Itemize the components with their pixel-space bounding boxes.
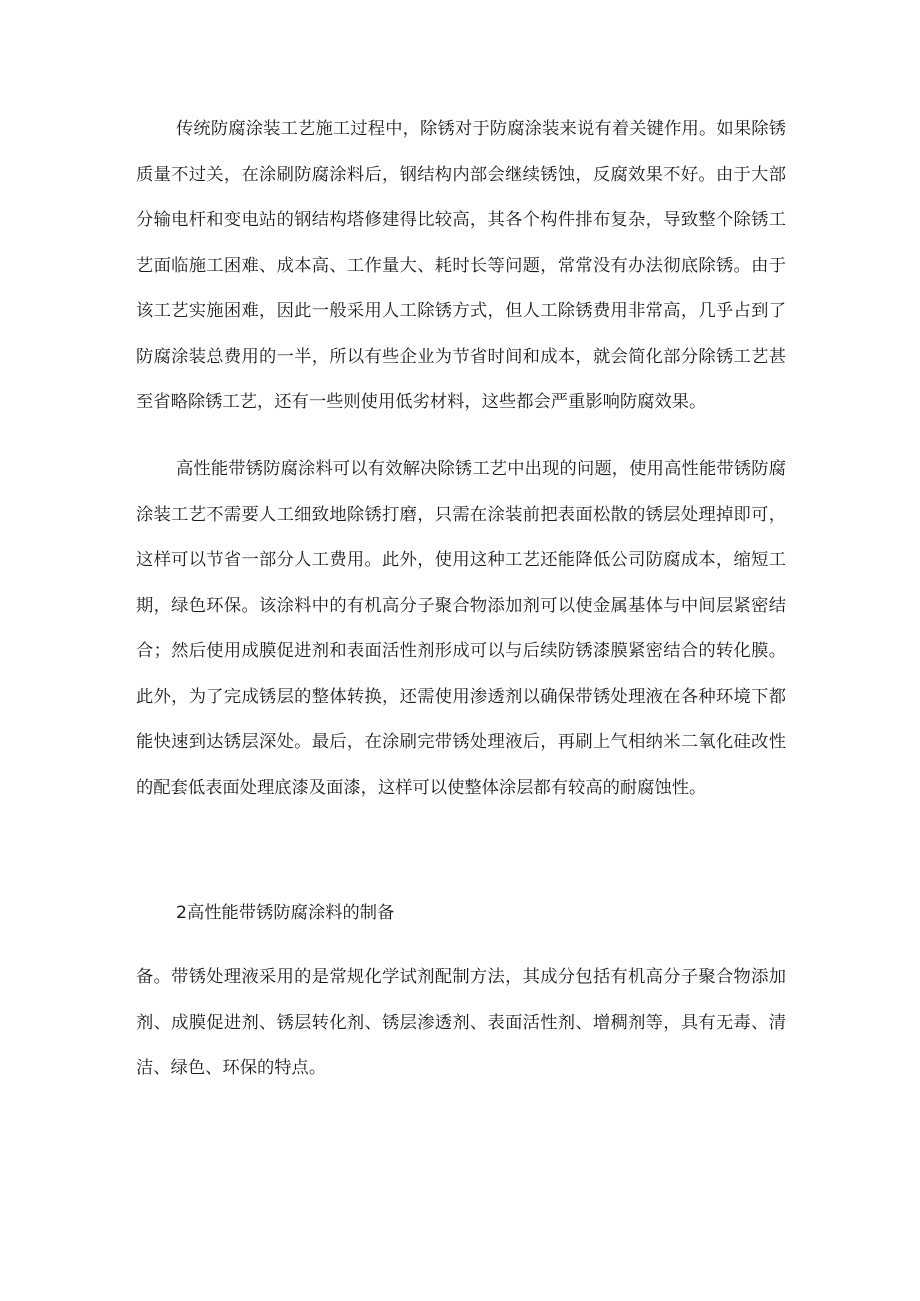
body-paragraph-1: 传统防腐涂装工艺施工过程中，除锈对于防腐涂装来说有着关键作用。如果除锈质量不过关，在涂刷防腐涂料后，钢结构内部会继续锈蚀，反腐效果不好。由于大部分输电杆和变电站的钢结构塔修建得比较高，其各个构件排布复杂，导致整个除锈工艺面临施工困难、成本高、工作量大、耗时长等问题，常常没有办法彻底除锈。由于该工艺实施困难，因此一般采用人工除锈方式，但人工除锈费用非常高，几乎占到了防腐涂装总费用的一半，所以有些企业为节省时间和成本，就会简化部分除锈工艺甚至省略除锈工艺，还有一些则使用低劣材料，这些都会严重影响防腐效果。: [136, 119, 786, 412]
body-paragraph-2: 高性能带锈防腐涂料可以有效解决除锈工艺中出现的问题，使用高性能带锈防腐涂装工艺不需要人工细致地除锈打磨，只需在涂装前把表面松散的锈层处理掉即可，这样可以节省一部分人工费用。此外，使用这种工艺还能降低公司防腐成本，缩短工期，绿色环保。该涂料中的有机高分子聚合物添加剂可以使金属基体与中间层紧密结合；然后使用成膜促进剂和表面活性剂形成可以与后续防锈漆膜紧密结合的转化膜。此外，为了完成锈层的整体转换，还需使用渗透剂以确保带锈处理液在各种环境下都能快速到达锈层深处。最后，在涂刷完带锈处理液后，再刷上气相纳米二氧化硅改性的配套低表面处理底漆及面漆，这样可以使整体涂层都有较高的耐腐蚀性。: [136, 459, 786, 798]
section-heading: 2高性能带锈防腐涂料的制备: [176, 903, 395, 923]
section-paragraph: 备。带锈处理液采用的是常规化学试剂配制方法，其成分包括有机高分子聚合物添加剂、成膜促进剂、锈层转化剂、锈层渗透剂、表面活性剂、增稠剂等，具有无毒、清洁、绿色、环保的特点。: [136, 967, 786, 1078]
